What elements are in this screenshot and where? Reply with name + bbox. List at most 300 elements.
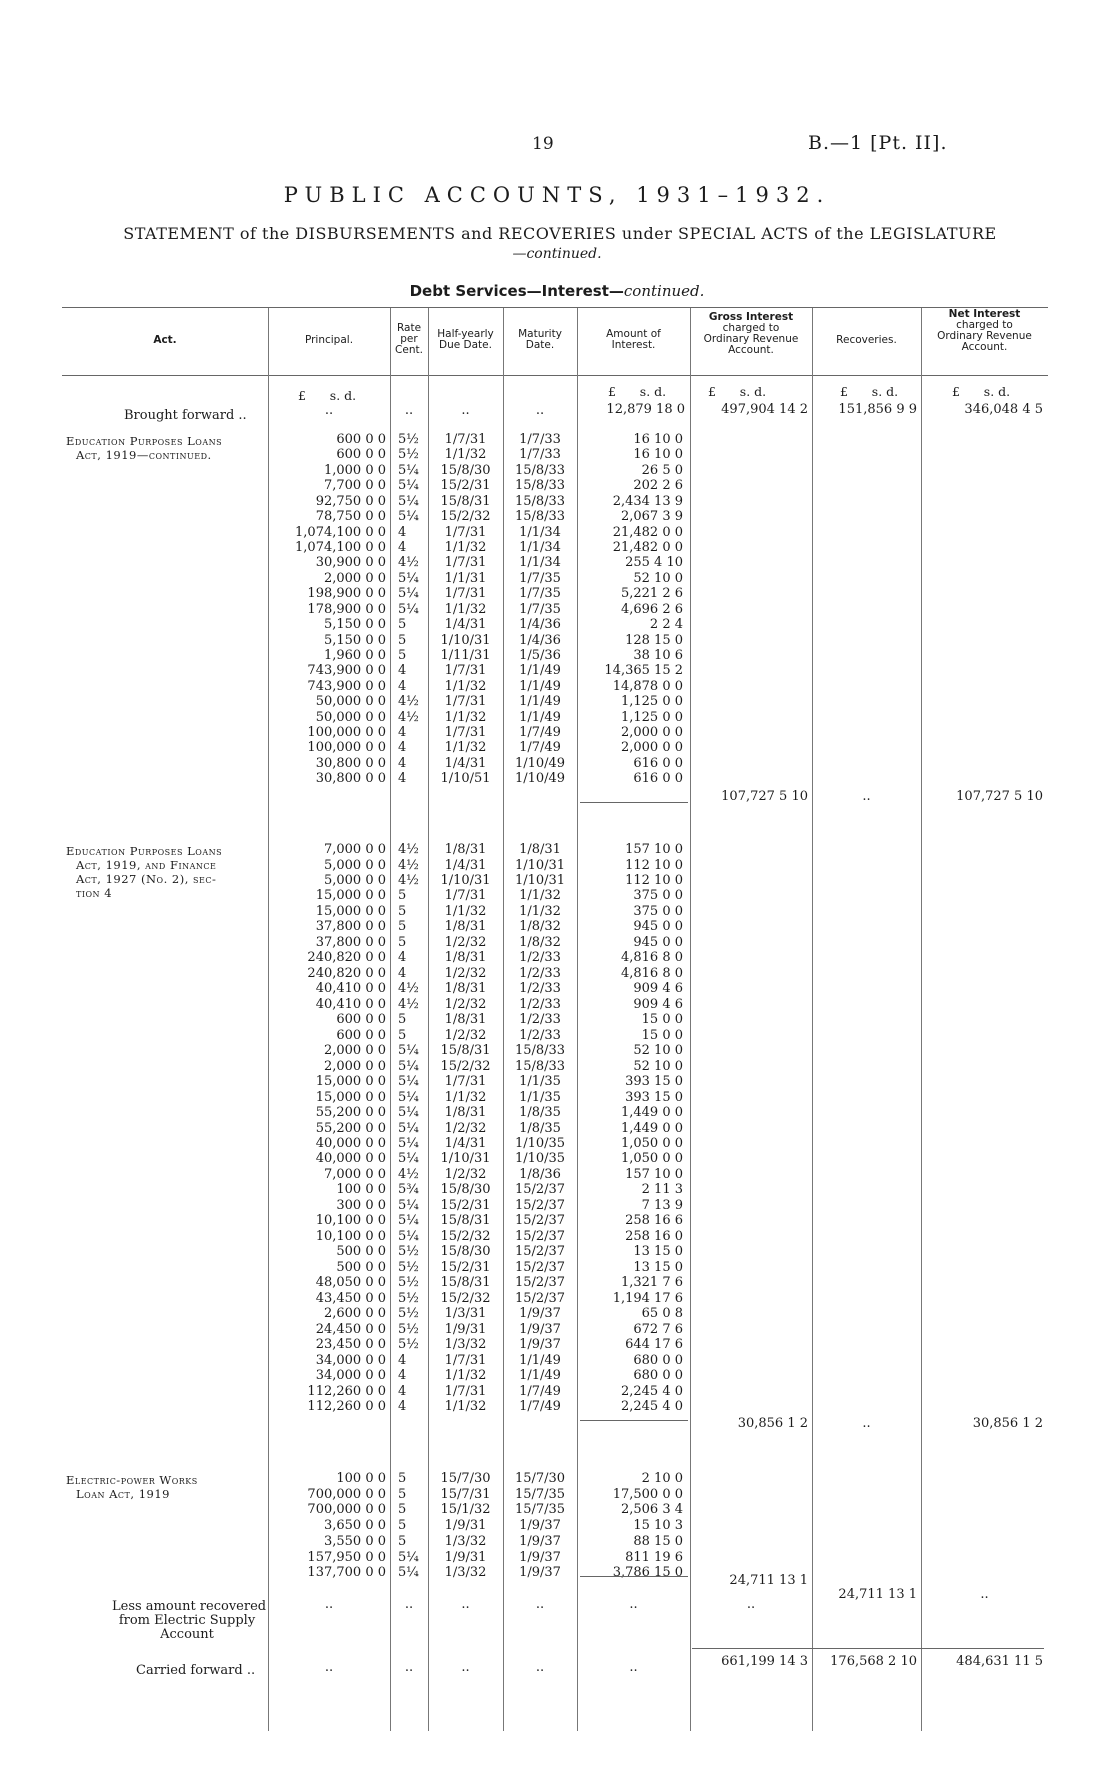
- rate-cell: 5½: [398, 1290, 419, 1306]
- maturity-cell: 1/8/32: [519, 934, 561, 950]
- principal-cell: 198,900 0 0: [307, 586, 386, 602]
- maturity-cell: 1/1/35: [519, 1089, 561, 1105]
- maturity-cell: 15/7/35: [514, 1486, 566, 1502]
- maturity-cell: 1/8/31: [519, 842, 561, 857]
- header-maturity: Maturity Date.: [518, 328, 562, 351]
- maturity-cell: 15/2/37: [514, 1275, 566, 1291]
- half-yearly-cell: 1/2/32: [444, 1027, 487, 1043]
- rate-cell: 5½: [398, 1306, 419, 1322]
- rate-cell: 5¼: [398, 493, 419, 509]
- principal-cell: 178,900 0 0: [307, 601, 386, 617]
- maturity-cell: 1/7/49: [519, 1398, 561, 1414]
- principal-cell: 2,600 0 0: [323, 1306, 386, 1322]
- interest-cell: 2,000 0 0: [620, 740, 683, 756]
- interest-cell: 52 10 0: [633, 1043, 683, 1059]
- half-yearly-cell: 15/8/30: [440, 1182, 491, 1198]
- principal-cell: 15,000 0 0: [315, 1074, 386, 1089]
- rate-cell: 4: [398, 740, 407, 756]
- table-top-rule: [62, 307, 1048, 308]
- carried-forward-principal: ..: [324, 1660, 334, 1675]
- half-yearly-cell: 1/1/32: [444, 740, 487, 756]
- rate-cell: 5½: [398, 1259, 419, 1275]
- interest-cell: 15 10 3: [633, 1518, 683, 1534]
- interest-cell: 1,449 0 0: [620, 1105, 683, 1120]
- principal-cell: 2,000 0 0: [323, 1058, 386, 1074]
- less-recovered-gross: ..: [746, 1597, 756, 1612]
- rate-cell: 5¼: [398, 1197, 419, 1213]
- act-name-line: Act, 1919, and Finance: [76, 858, 217, 872]
- half-yearly-cell: 1/1/32: [444, 1368, 487, 1383]
- statement-continued: —continued.: [512, 246, 602, 262]
- maturity-cell: 15/2/37: [514, 1290, 566, 1306]
- half-yearly-cell: 1/11/31: [440, 647, 491, 663]
- principal-cell: 137,700 0 0: [307, 1565, 386, 1581]
- interest-cell: 2,245 4 0: [620, 1383, 683, 1399]
- rate-cell: 5¼: [398, 478, 419, 494]
- rate-cell: 4: [398, 663, 407, 679]
- half-yearly-cell: 1/1/32: [444, 903, 487, 919]
- rate-cell: 4½: [398, 857, 419, 873]
- interest-cell: 128 15 0: [625, 632, 683, 648]
- maturity-cell: 15/2/37: [514, 1182, 566, 1198]
- interest-cell: 1,050 0 0: [620, 1135, 683, 1151]
- subtotal-rule: [580, 1420, 688, 1421]
- carried-forward-maturity: ..: [535, 1660, 545, 1675]
- principal-cell: 3,650 0 0: [323, 1518, 386, 1534]
- half-yearly-cell: 1/3/32: [444, 1337, 487, 1352]
- maturity-cell: 15/7/30: [514, 1471, 566, 1486]
- group-net-total: 107,727 5 10: [956, 789, 1043, 804]
- interest-cell: 393 15 0: [625, 1074, 683, 1089]
- header-net: Net Interest charged to Ordinary Revenue Account.: [937, 308, 1032, 353]
- maturity-cell: 1/7/33: [519, 447, 561, 463]
- brought-forward-label: Brought forward ..: [124, 408, 247, 423]
- rate-cell: 5: [398, 919, 407, 935]
- principal-cell: 500 0 0: [336, 1244, 386, 1260]
- maturity-cell: 15/8/33: [514, 462, 566, 478]
- rate-cell: 5¼: [398, 570, 419, 586]
- half-yearly-cell: 1/1/32: [444, 709, 487, 725]
- maturity-cell: 1/7/35: [519, 586, 561, 602]
- maturity-cell: 1/2/33: [519, 981, 561, 997]
- interest-cell: 52 10 0: [633, 570, 683, 586]
- act-name-line: Act, 1927 (No. 2), sec-: [76, 872, 217, 886]
- rate-cell: 5¼: [398, 586, 419, 602]
- half-yearly-cell: 1/1/31: [444, 570, 487, 586]
- half-yearly-cell: 1/2/32: [444, 934, 487, 950]
- half-yearly-cell: 1/10/51: [440, 771, 491, 787]
- rate-cell: 5¼: [398, 1213, 419, 1229]
- principal-cell: 600 0 0: [336, 432, 386, 447]
- half-yearly-cell: 1/2/32: [444, 996, 487, 1012]
- maturity-cell: 15/2/37: [514, 1259, 566, 1275]
- header-bottom-rule: [62, 375, 1048, 376]
- interest-cell: 909 4 6: [633, 996, 683, 1012]
- interest-cell: 811 19 6: [625, 1549, 683, 1565]
- maturity-cell: 1/1/49: [519, 1352, 561, 1368]
- maturity-cell: 1/8/35: [519, 1120, 561, 1136]
- interest-cell: 680 0 0: [633, 1352, 683, 1368]
- half-yearly-cell: 1/1/32: [444, 678, 487, 694]
- principal-cell: 743,900 0 0: [307, 663, 386, 679]
- half-yearly-cell: 1/7/31: [444, 1074, 487, 1089]
- half-yearly-cell: 1/7/31: [444, 694, 487, 710]
- principal-cell: 5,000 0 0: [323, 872, 386, 888]
- maturity-cell: 1/10/49: [514, 755, 566, 771]
- brought-forward-rate: ..: [404, 403, 414, 418]
- half-yearly-cell: 1/10/31: [440, 872, 491, 888]
- maturity-cell: 1/9/37: [519, 1306, 561, 1322]
- rate-cell: 5¾: [398, 1182, 419, 1198]
- interest-cell: 26 5 0: [641, 462, 683, 478]
- principal-cell: 24,450 0 0: [315, 1321, 386, 1337]
- half-yearly-cell: 15/2/32: [440, 509, 491, 525]
- half-yearly-cell: 1/8/31: [444, 1012, 487, 1028]
- maturity-cell: 15/2/37: [514, 1197, 566, 1213]
- maturity-cell: 1/2/33: [519, 950, 561, 966]
- page-number: 19: [532, 134, 554, 154]
- half-yearly-cell: 15/7/30: [440, 1471, 491, 1486]
- interest-cell: 2 2 4: [649, 617, 683, 632]
- interest-cell: 38 10 6: [633, 647, 683, 663]
- interest-cell: 1,194 17 6: [612, 1290, 683, 1306]
- less-recovered-recoveries: 24,711 13 1: [838, 1587, 917, 1602]
- maturity-cell: 1/7/35: [519, 601, 561, 617]
- maturity-cell: 15/8/33: [514, 509, 566, 525]
- rate-cell: 4: [398, 1383, 407, 1399]
- rate-cell: 5: [398, 617, 407, 632]
- half-yearly-cell: 1/7/31: [444, 1352, 487, 1368]
- group-recoveries-total: ..: [862, 1416, 871, 1431]
- half-yearly-cell: 1/7/31: [444, 725, 487, 740]
- rate-cell: 5: [398, 647, 407, 663]
- principal-cell: 3,550 0 0: [323, 1533, 386, 1549]
- interest-cell: 15 0 0: [641, 1027, 683, 1043]
- maturity-cell: 1/7/35: [519, 570, 561, 586]
- principal-cell: 48,050 0 0: [315, 1275, 386, 1291]
- principal-cell: 240,820 0 0: [307, 965, 386, 981]
- maturity-cell: 1/2/33: [519, 965, 561, 981]
- rate-cell: 5: [398, 1012, 407, 1028]
- maturity-cell: 15/2/37: [514, 1228, 566, 1244]
- half-yearly-cell: 1/3/31: [444, 1306, 487, 1322]
- maturity-cell: 1/7/49: [519, 725, 561, 740]
- interest-cell: 21,482 0 0: [612, 524, 683, 540]
- interest-cell: 17,500 0 0: [612, 1486, 683, 1502]
- brought-forward-amount: 12,879 18 0: [606, 402, 685, 417]
- column-rule: [812, 308, 813, 1731]
- brought-forward-maturity: ..: [535, 403, 545, 418]
- rate-cell: 5¼: [398, 1043, 419, 1059]
- interest-cell: 1,125 0 0: [620, 709, 683, 725]
- brought-forward-recoveries: 151,856 9 9: [838, 402, 917, 417]
- act-name: [66, 434, 266, 462]
- interest-cell: 672 7 6: [633, 1321, 683, 1337]
- rate-cell: 5¼: [398, 1228, 419, 1244]
- half-yearly-cell: 1/2/32: [444, 1166, 487, 1182]
- interest-cell: 202 2 6: [633, 478, 683, 494]
- act-name-line: Electric-power Works: [66, 1473, 198, 1487]
- interest-cell: 21,482 0 0: [612, 539, 683, 555]
- interest-cell: 1,050 0 0: [620, 1151, 683, 1167]
- principal-cell: 1,074,100 0 0: [295, 524, 386, 540]
- group-net-total: 30,856 1 2: [972, 1416, 1043, 1431]
- principal-cell: 7,000 0 0: [323, 1166, 386, 1182]
- half-yearly-cell: 1/7/31: [444, 586, 487, 602]
- rate-cell: 5: [398, 888, 407, 904]
- principal-cell: 55,200 0 0: [315, 1120, 386, 1136]
- half-yearly-cell: 1/2/32: [444, 1120, 487, 1136]
- half-yearly-cell: 1/7/31: [444, 663, 487, 679]
- maturity-cell: 1/10/49: [514, 771, 566, 787]
- interest-cell: 4,816 8 0: [620, 950, 683, 966]
- principal-cell: 7,000 0 0: [323, 842, 386, 857]
- principal-cell: 5,150 0 0: [323, 632, 386, 648]
- half-yearly-cell: 1/4/31: [444, 755, 487, 771]
- interest-cell: 5,221 2 6: [620, 586, 683, 602]
- rate-cell: 4: [398, 1368, 407, 1383]
- interest-cell: 2,434 13 9: [612, 493, 683, 509]
- principal-cell: 40,410 0 0: [315, 996, 386, 1012]
- principal-cell: 34,000 0 0: [315, 1368, 386, 1383]
- act-name-line: tion 4: [76, 886, 113, 900]
- header-rate: Rate per Cent.: [395, 322, 423, 356]
- interest-cell: 112 10 0: [625, 857, 683, 873]
- principal-cell: 23,450 0 0: [315, 1337, 386, 1352]
- interest-cell: 14,365 15 2: [604, 663, 683, 679]
- maturity-cell: 15/2/37: [514, 1244, 566, 1260]
- rate-cell: 5¼: [398, 1105, 419, 1120]
- rate-cell: 5¼: [398, 1151, 419, 1167]
- maturity-cell: 1/1/34: [519, 555, 561, 571]
- principal-cell: 15,000 0 0: [315, 888, 386, 904]
- principal-cell: 100 0 0: [336, 1471, 386, 1486]
- interest-cell: 2,067 3 9: [620, 509, 683, 525]
- act-name-line: Education Purposes Loans: [66, 434, 223, 448]
- principal-cell: 10,100 0 0: [315, 1213, 386, 1229]
- rate-cell: 5½: [398, 1321, 419, 1337]
- unit-principal: £ s. d.: [298, 388, 357, 403]
- maturity-cell: 1/1/49: [519, 709, 561, 725]
- half-yearly-cell: 1/8/31: [444, 950, 487, 966]
- interest-cell: 945 0 0: [633, 934, 683, 950]
- interest-cell: 16 10 0: [633, 447, 683, 463]
- unit-recoveries: £ s. d.: [840, 384, 899, 399]
- less-recovered-label: Less amount recovered from Electric Supply Account: [112, 1599, 267, 1642]
- half-yearly-cell: 15/7/31: [440, 1486, 491, 1502]
- half-yearly-cell: 15/2/31: [440, 1197, 491, 1213]
- interest-cell: 2,506 3 4: [620, 1502, 683, 1518]
- half-yearly-cell: 1/8/31: [444, 981, 487, 997]
- maturity-cell: 1/2/33: [519, 1027, 561, 1043]
- interest-cell: 13 15 0: [633, 1259, 683, 1275]
- principal-cell: 1,000 0 0: [323, 462, 386, 478]
- less-recovered-amount: ..: [629, 1597, 638, 1612]
- act-name: [66, 1473, 266, 1501]
- interest-cell: 375 0 0: [633, 888, 683, 904]
- principal-cell: 500 0 0: [336, 1259, 386, 1275]
- half-yearly-cell: 1/1/32: [444, 539, 487, 555]
- principal-cell: 55,200 0 0: [315, 1105, 386, 1120]
- rate-cell: 4: [398, 524, 407, 540]
- principal-cell: 40,000 0 0: [315, 1135, 386, 1151]
- maturity-cell: 1/8/36: [519, 1166, 561, 1182]
- rate-cell: 5¼: [398, 1120, 419, 1136]
- half-yearly-cell: 1/3/32: [444, 1533, 487, 1549]
- group-gross-total: 24,711 13 1: [729, 1573, 808, 1588]
- page-title: PUBLIC ACCOUNTS, 1931–1932.: [283, 183, 831, 207]
- maturity-cell: 1/8/35: [519, 1105, 561, 1120]
- carried-forward-net: 484,631 11 5: [956, 1654, 1043, 1669]
- half-yearly-cell: 15/8/30: [440, 462, 491, 478]
- maturity-cell: 15/8/33: [514, 1058, 566, 1074]
- maturity-cell: 1/1/49: [519, 694, 561, 710]
- principal-cell: 7,700 0 0: [323, 478, 386, 494]
- rate-cell: 4: [398, 539, 407, 555]
- interest-cell: 13 15 0: [633, 1244, 683, 1260]
- act-name-line: Act, 1919—continued.: [76, 448, 212, 462]
- maturity-cell: 1/9/37: [519, 1549, 561, 1565]
- principal-cell: 5,150 0 0: [323, 617, 386, 632]
- interest-cell: 258 16 0: [625, 1228, 683, 1244]
- rate-cell: 5: [398, 1533, 407, 1549]
- interest-cell: 255 4 10: [625, 555, 683, 571]
- interest-cell: 2 10 0: [641, 1471, 683, 1486]
- maturity-cell: 1/10/35: [514, 1151, 566, 1167]
- subtotal-rule: [580, 802, 688, 803]
- half-yearly-cell: 1/7/31: [444, 555, 487, 571]
- interest-cell: 3,786 15 0: [612, 1565, 683, 1581]
- carried-forward-amount: ..: [629, 1660, 638, 1675]
- interest-cell: 112 10 0: [625, 872, 683, 888]
- unit-gross: £ s. d.: [708, 384, 767, 399]
- carried-forward-recoveries: 176,568 2 10: [830, 1654, 917, 1669]
- rate-cell: 4: [398, 678, 407, 694]
- rate-cell: 5¼: [398, 509, 419, 525]
- rate-cell: 4: [398, 1352, 407, 1368]
- rate-cell: 5½: [398, 1275, 419, 1291]
- half-yearly-cell: 1/9/31: [444, 1518, 487, 1534]
- principal-cell: 30,800 0 0: [315, 755, 386, 771]
- maturity-cell: 1/10/31: [514, 872, 566, 888]
- rate-cell: 5½: [398, 1244, 419, 1260]
- half-yearly-cell: 1/8/31: [444, 842, 487, 857]
- half-yearly-cell: 1/7/31: [444, 888, 487, 904]
- principal-cell: 5,000 0 0: [323, 857, 386, 873]
- principal-cell: 15,000 0 0: [315, 903, 386, 919]
- half-yearly-cell: 15/2/32: [440, 1290, 491, 1306]
- interest-cell: 2 11 3: [641, 1182, 683, 1198]
- maturity-cell: 1/9/37: [519, 1533, 561, 1549]
- principal-cell: 78,750 0 0: [315, 509, 386, 525]
- interest-cell: 14,878 0 0: [612, 678, 683, 694]
- principal-cell: 700,000 0 0: [307, 1486, 386, 1502]
- half-yearly-cell: 15/1/32: [440, 1502, 491, 1518]
- half-yearly-cell: 1/9/31: [444, 1549, 487, 1565]
- group-gross-total: 30,856 1 2: [737, 1416, 808, 1431]
- half-yearly-cell: 1/9/31: [444, 1321, 487, 1337]
- principal-cell: 10,100 0 0: [315, 1228, 386, 1244]
- interest-cell: 1,449 0 0: [620, 1120, 683, 1136]
- interest-cell: 157 10 0: [625, 842, 683, 857]
- principal-cell: 2,000 0 0: [323, 1043, 386, 1059]
- principal-cell: 600 0 0: [336, 447, 386, 463]
- document-reference: B.—1 [Pt. II].: [808, 132, 948, 154]
- maturity-cell: 1/4/36: [519, 617, 561, 632]
- rate-cell: 4½: [398, 709, 419, 725]
- rate-cell: 4: [398, 965, 407, 981]
- section-title: Debt Services—Interest—continued.: [409, 282, 705, 300]
- half-yearly-cell: 1/7/31: [444, 432, 487, 447]
- rate-cell: 5¼: [398, 462, 419, 478]
- rate-cell: 5: [398, 1518, 407, 1534]
- half-yearly-cell: 15/2/31: [440, 478, 491, 494]
- carried-forward-label: Carried forward ..: [136, 1663, 256, 1678]
- maturity-cell: 1/7/49: [519, 740, 561, 756]
- rate-cell: 5½: [398, 1337, 419, 1352]
- half-yearly-cell: 15/2/32: [440, 1228, 491, 1244]
- subtotal-rule: [580, 1576, 688, 1577]
- column-rule: [390, 308, 391, 1731]
- rate-cell: 5¼: [398, 601, 419, 617]
- maturity-cell: 1/1/49: [519, 678, 561, 694]
- maturity-cell: 1/4/36: [519, 632, 561, 648]
- interest-cell: 15 0 0: [641, 1012, 683, 1028]
- maturity-cell: 1/7/33: [519, 432, 561, 447]
- rate-cell: 5: [398, 1502, 407, 1518]
- rate-cell: 4: [398, 950, 407, 966]
- half-yearly-cell: 1/7/31: [444, 524, 487, 540]
- header-principal: Principal.: [304, 334, 354, 346]
- maturity-cell: 1/1/49: [519, 663, 561, 679]
- principal-cell: 43,450 0 0: [315, 1290, 386, 1306]
- interest-cell: 2,245 4 0: [620, 1398, 683, 1414]
- maturity-cell: 15/8/33: [514, 493, 566, 509]
- less-recovered-half-yearly: ..: [461, 1597, 470, 1612]
- interest-cell: 16 10 0: [633, 432, 683, 447]
- maturity-cell: 15/8/33: [514, 478, 566, 494]
- rate-cell: 5¼: [398, 1565, 419, 1581]
- carried-forward-gross: 661,199 14 3: [721, 1654, 808, 1669]
- maturity-cell: 1/2/33: [519, 996, 561, 1012]
- rate-cell: 5: [398, 1471, 407, 1486]
- statement-heading: STATEMENT of the DISBURSEMENTS and RECOVERIES under SPECIAL ACTS of the LEGISLATURE: [123, 224, 997, 243]
- rate-cell: 4½: [398, 981, 419, 997]
- principal-cell: 15,000 0 0: [315, 1089, 386, 1105]
- column-rule: [921, 308, 922, 1731]
- half-yearly-cell: 1/4/31: [444, 617, 487, 632]
- rate-cell: 5¼: [398, 1549, 419, 1565]
- principal-cell: 700,000 0 0: [307, 1502, 386, 1518]
- rate-cell: 5½: [398, 447, 419, 463]
- principal-cell: 40,410 0 0: [315, 981, 386, 997]
- principal-cell: 240,820 0 0: [307, 950, 386, 966]
- column-rule: [690, 308, 691, 1731]
- interest-cell: 909 4 6: [633, 981, 683, 997]
- carried-forward-rule: [692, 1648, 1044, 1649]
- rate-cell: 4: [398, 755, 407, 771]
- interest-cell: 4,816 8 0: [620, 965, 683, 981]
- interest-cell: 88 15 0: [633, 1533, 683, 1549]
- principal-cell: 37,800 0 0: [315, 919, 386, 935]
- half-yearly-cell: 1/8/31: [444, 1105, 487, 1120]
- principal-cell: 112,260 0 0: [307, 1383, 386, 1399]
- rate-cell: 5: [398, 632, 407, 648]
- rate-cell: 4: [398, 771, 407, 787]
- half-yearly-cell: 1/1/32: [444, 1089, 487, 1105]
- principal-cell: 30,800 0 0: [315, 771, 386, 787]
- brought-forward-net: 346,048 4 5: [964, 402, 1043, 417]
